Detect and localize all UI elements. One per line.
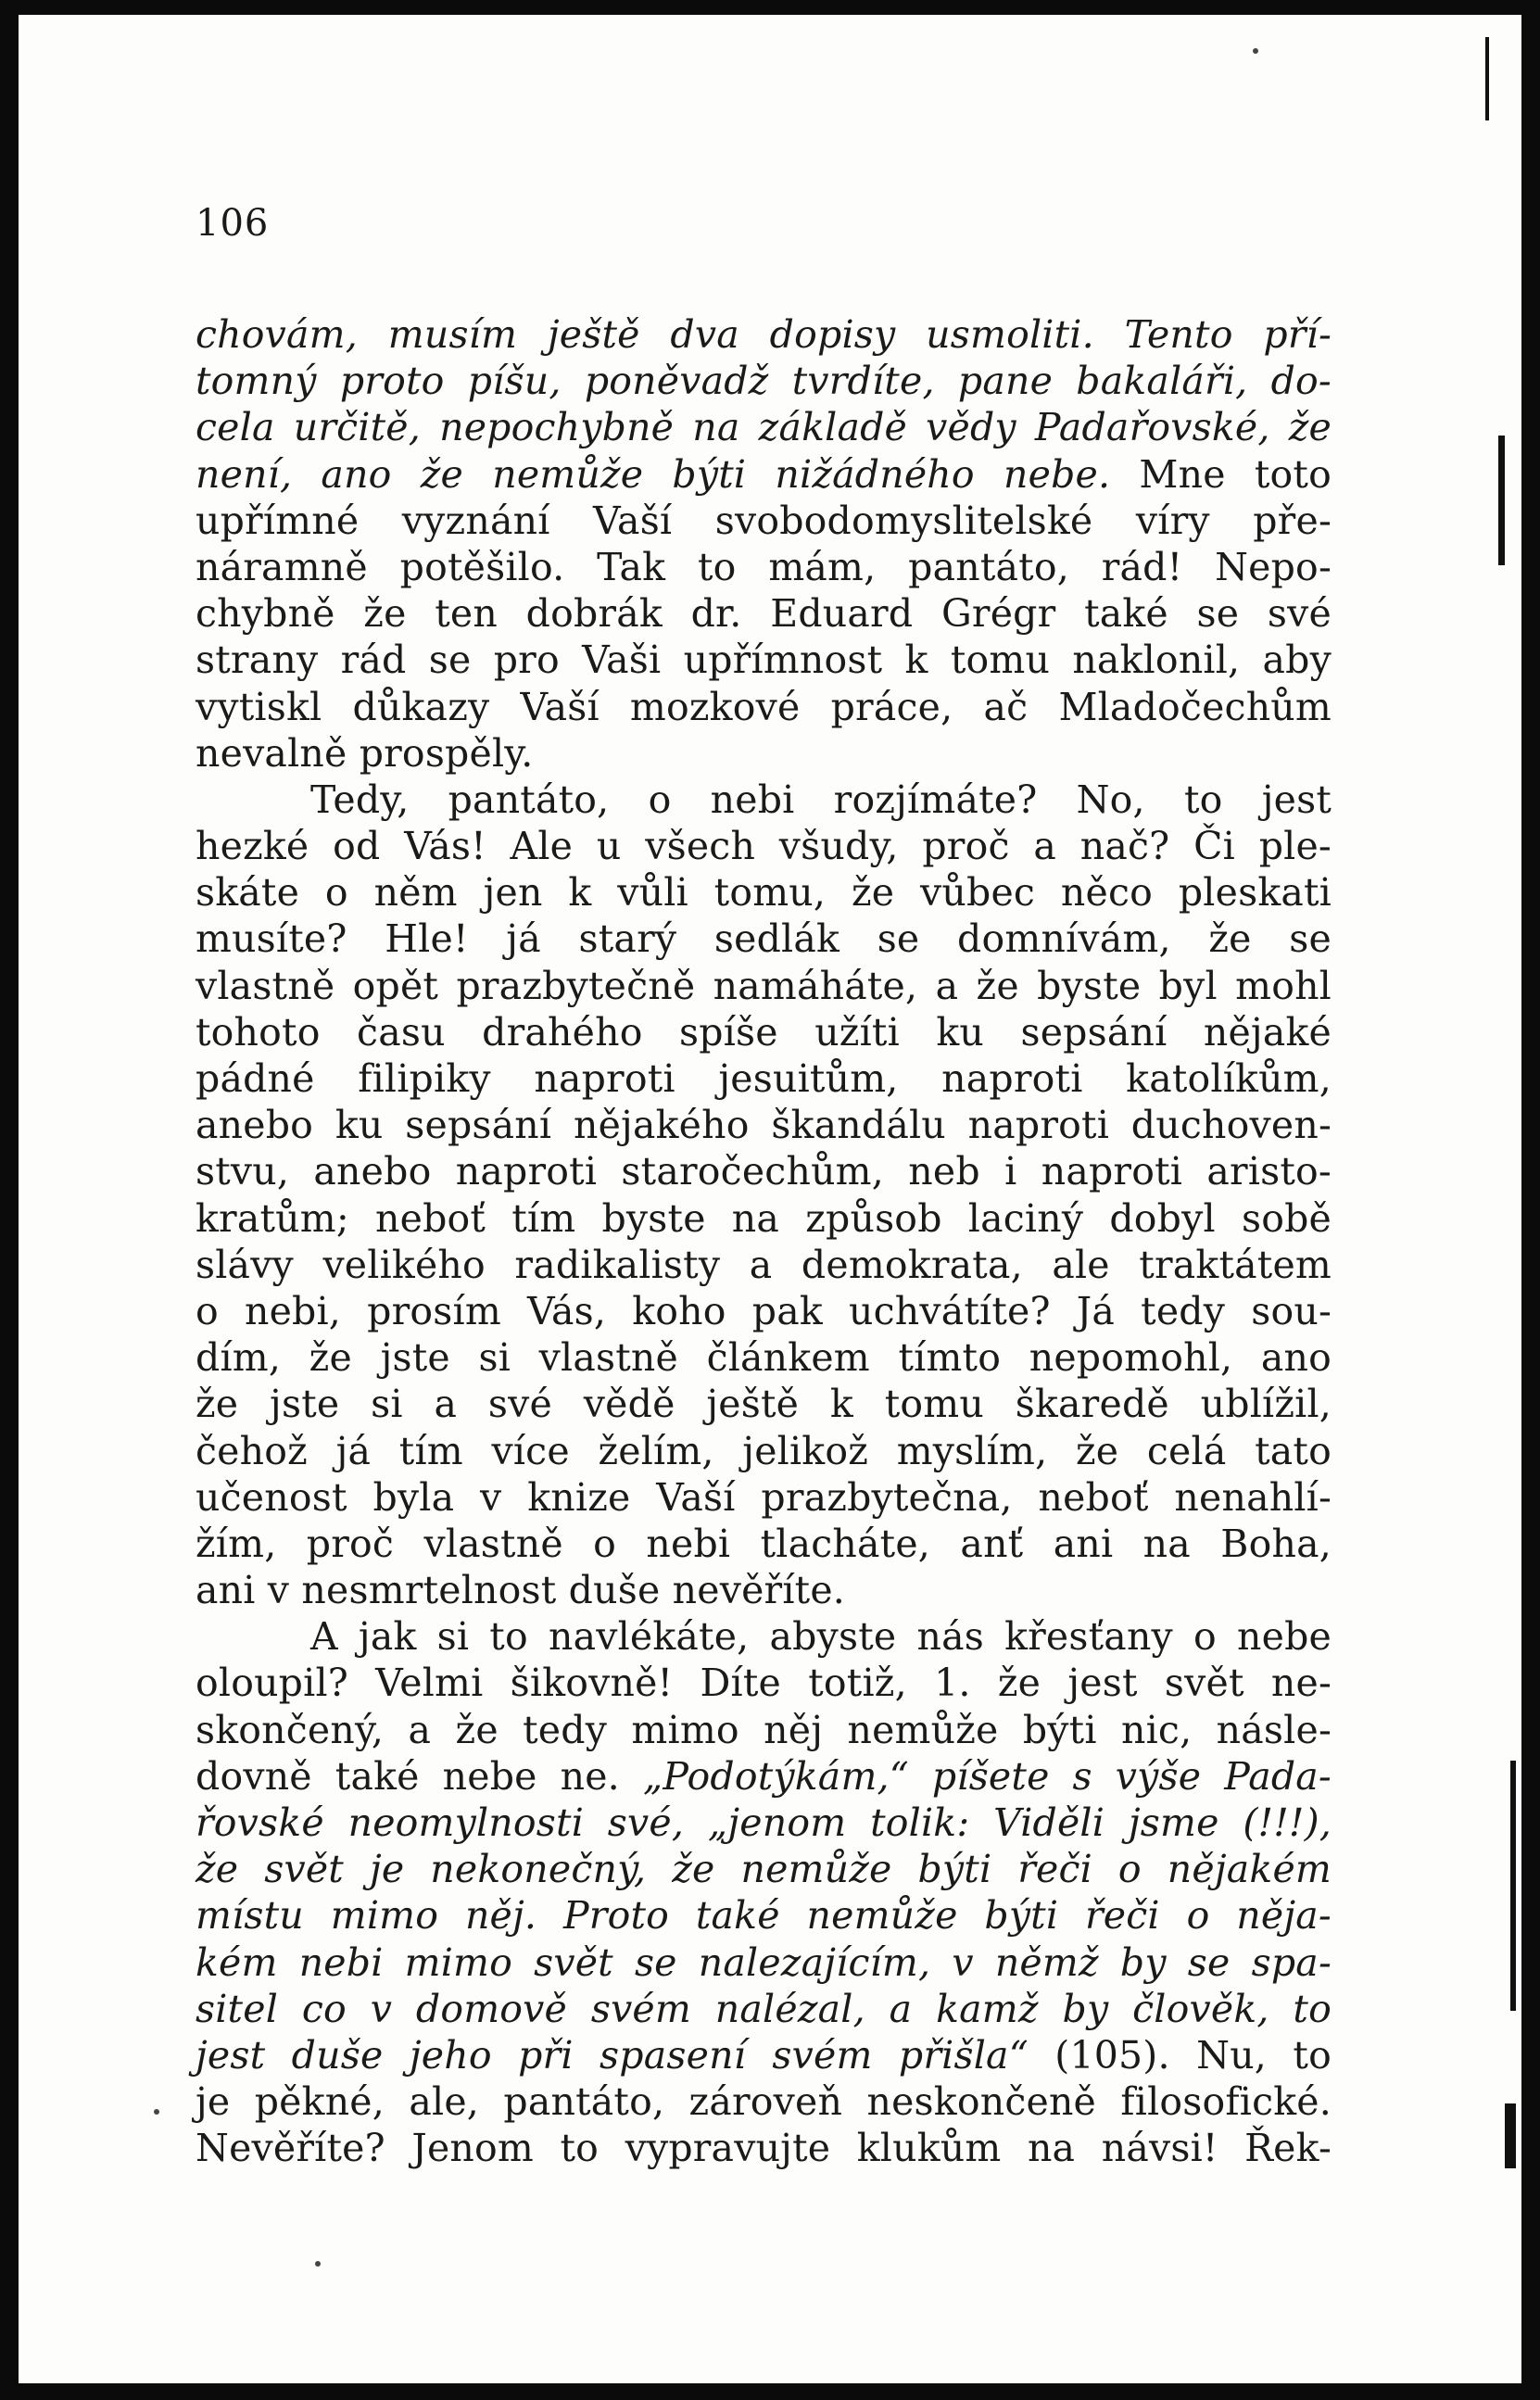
text-segment: (105). Nu, to — [1028, 2032, 1332, 2078]
text-line — [196, 916, 1332, 962]
scan-artifact — [1485, 37, 1489, 120]
text-line — [196, 2125, 1332, 2171]
text-line — [196, 404, 1332, 450]
text-segment: náramně potěšilo. Tak to mám, pantáto, rád! Nepo- — [196, 544, 1332, 589]
text-line — [196, 498, 1332, 544]
text-line — [196, 2032, 1332, 2078]
text-line — [196, 1242, 1332, 1288]
text-line — [196, 1334, 1332, 1381]
italic-quote-segment: tomný proto píšu, poněvadž tvrdíte, pane bakaláři, do- — [196, 359, 1332, 404]
text-line — [196, 2078, 1332, 2125]
scan-artifact — [1510, 1761, 1516, 2011]
text-segment: nevalně prospěly. — [196, 730, 534, 776]
scan-speck — [1253, 48, 1258, 54]
scan-speck — [315, 2261, 321, 2267]
italic-quote-segment: jest duše jeho při spasení svém přišla“ — [196, 2032, 1029, 2078]
italic-quote-segment: není, ano že nemůže býti nižádného nebe. — [196, 451, 1111, 497]
text-line — [196, 1474, 1332, 1521]
text-line — [196, 1800, 1332, 1846]
text-segment: žím, proč vlastně o nebi tlacháte, anť ani na Boha, — [196, 1521, 1332, 1566]
text-line — [196, 684, 1332, 730]
page-number: 106 — [196, 202, 270, 245]
text-segment: kratům; neboť tím byste na způsob laciný dobyl sobě — [196, 1195, 1332, 1241]
italic-quote-segment: cela určitě, nepochybně na základě vědy Padařovské, že — [196, 405, 1332, 450]
text-segment: chybně že ten dobrák dr. Eduard Grégr také se své — [196, 591, 1332, 637]
text-segment: ani v nesmrtelnost duše nevěříte. — [196, 1568, 846, 1613]
text-segment: dím, že jste si vlastně článkem tímto nepomohl, ano — [196, 1335, 1332, 1381]
text-line — [196, 869, 1332, 916]
text-segment: čehož já tím více želím, jelikož myslím, že celá tato — [196, 1428, 1332, 1473]
text-line — [196, 1521, 1332, 1567]
text-line — [196, 358, 1332, 404]
italic-quote-segment: místu mimo něj. Proto také nemůže býti řeči o něja- — [196, 1893, 1332, 1939]
text-line — [196, 1567, 1332, 1613]
text-segment: skáte o něm jen k vůli tomu, že vůbec něco pleskati — [196, 870, 1332, 916]
italic-quote-segment: řovské neomylnosti své, „jenom tolik: Viděli jsme (!!!), — [196, 1800, 1332, 1845]
text-line — [196, 1428, 1332, 1474]
text-line — [196, 451, 1332, 498]
text-line — [196, 590, 1332, 637]
italic-quote-segment: že svět je nekonečný, že nemůže býti řeči o nějakém — [196, 1847, 1332, 1892]
text-line — [196, 1613, 1332, 1660]
text-segment: dovně také nebe ne. — [196, 1753, 643, 1799]
text-segment: učenost byla v knize Vaší prazbytečna, neboť nenahlí- — [196, 1474, 1332, 1520]
text-line — [196, 777, 1332, 823]
text-line — [196, 544, 1332, 590]
text-line — [196, 1846, 1332, 1892]
body-text — [196, 311, 1332, 2172]
text-segment: oloupil? Velmi šikovně! Díte totiž, 1. že jest svět ne- — [196, 1661, 1332, 1706]
text-line — [196, 1102, 1332, 1148]
text-line — [196, 1288, 1332, 1334]
text-segment: je pěkné, ale, pantáto, zároveň neskončeně filosofické. — [196, 2079, 1332, 2125]
text-segment: slávy velikého radikalisty a demokrata, ale traktátem — [196, 1242, 1332, 1287]
text-segment: stvu, anebo naproti staročechům, neb i naproti aristo- — [196, 1149, 1332, 1194]
text-line — [196, 1986, 1332, 2032]
text-line — [196, 1660, 1332, 1706]
text-segment: vytiskl důkazy Vaší mozkové práce, ač Mladočechům — [196, 684, 1332, 729]
text-line — [196, 637, 1332, 683]
text-segment: tohoto času drahého spíše užíti ku sepsání nějaké — [196, 1009, 1332, 1055]
text-segment: hezké od Vás! Ale u všech všudy, proč a nač? Či ple- — [196, 824, 1332, 869]
text-segment: pádné filipiky naproti jesuitům, naproti katolíkům, — [196, 1056, 1332, 1101]
text-segment: anebo ku sepsání nějakého škandálu naproti duchoven- — [196, 1103, 1332, 1148]
italic-quote-segment: kém nebi mimo svět se nalezajícím, v němž by se spa- — [196, 1939, 1332, 1985]
italic-quote-segment: chovám, musím ještě dva dopisy usmoliti. Tento pří- — [196, 312, 1332, 357]
text-line — [196, 1195, 1332, 1242]
text-line — [196, 1707, 1332, 1753]
text-segment: skončený, a že tedy mimo něj nemůže býti nic, násle- — [196, 1707, 1332, 1752]
italic-quote-segment: sitel co v domově svém nalézal, a kamž by člověk, to — [196, 1986, 1332, 2031]
text-segment: Nevěříte? Jenom to vypravujte klukům na návsi! Řek- — [196, 2126, 1332, 2171]
text-line — [196, 1939, 1332, 1986]
italic-quote-segment: „Podotýkám,“ píšete s výše Pada- — [642, 1753, 1332, 1799]
scan-speck — [154, 2109, 159, 2115]
text-segment: o nebi, prosím Vás, koho pak uchvátíte? Já tedy sou- — [196, 1288, 1332, 1333]
text-line — [196, 823, 1332, 869]
text-line — [196, 1148, 1332, 1194]
text-line — [196, 1381, 1332, 1427]
text-line — [196, 1892, 1332, 1939]
text-segment: Mne toto — [1110, 451, 1332, 497]
text-segment: musíte? Hle! já starý sedlák se domnívám, že se — [196, 916, 1332, 962]
text-line — [196, 730, 1332, 777]
text-segment: že jste si a své vědě ještě k tomu škaredě ublížil, — [196, 1382, 1332, 1427]
text-line — [196, 1009, 1332, 1055]
text-line — [196, 311, 1332, 358]
text-segment: upřímné vyznání Vaší svobodomyslitelské víry pře- — [196, 498, 1332, 543]
text-segment: vlastně opět prazbytečně namáháte, a že byste byl mohl — [196, 963, 1332, 1008]
text-segment: strany rád se pro Vaši upřímnost k tomu naklonil, aby — [196, 638, 1332, 683]
scan-artifact — [1505, 2103, 1516, 2168]
text-segment: A jak si to navlékáte, abyste nás křesťany o nebe — [310, 1614, 1332, 1660]
text-line — [196, 1753, 1332, 1800]
text-segment: Tedy, pantáto, o nebi rozjímáte? No, to jest — [310, 777, 1332, 822]
text-line — [196, 1055, 1332, 1102]
text-line — [196, 963, 1332, 1009]
scan-artifact — [1498, 436, 1505, 565]
